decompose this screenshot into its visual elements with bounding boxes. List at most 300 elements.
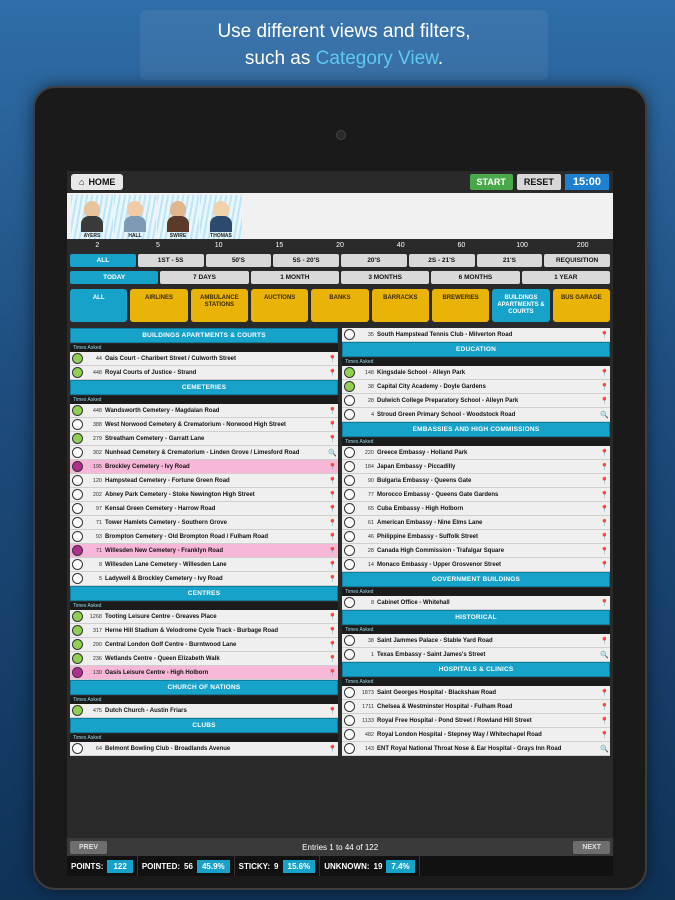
list-item[interactable] bbox=[342, 634, 610, 648]
number-scale-row bbox=[67, 239, 613, 252]
list-item[interactable] bbox=[342, 686, 610, 700]
pin-icon[interactable]: 📍 bbox=[328, 477, 337, 485]
list-item[interactable] bbox=[70, 460, 338, 474]
item-name: American Embassy - Nine Elms Lane bbox=[377, 519, 483, 526]
status-dot-icon bbox=[72, 611, 83, 622]
list-item[interactable] bbox=[70, 666, 338, 680]
item-name: Oasis Leisure Centre - High Holborn bbox=[105, 669, 209, 676]
item-name: West Norwood Cemetery & Crematorium - Norwood High Street bbox=[105, 421, 286, 428]
pin-icon[interactable]: 📍 bbox=[600, 547, 609, 555]
time-filter-7days[interactable]: 7 DAYS bbox=[160, 271, 248, 284]
promo-line-2-suffix: . bbox=[437, 48, 444, 69]
pin-icon[interactable]: 📍 bbox=[328, 547, 337, 555]
pin-icon[interactable]: 📍 bbox=[600, 477, 609, 485]
avatar-name: AYERS bbox=[83, 233, 101, 239]
list-item[interactable] bbox=[70, 432, 338, 446]
item-name: Oais Court - Charibert Street / Culworth Street bbox=[105, 355, 237, 362]
promo-line-2 bbox=[144, 45, 544, 72]
count-value: 184 bbox=[364, 463, 374, 470]
next-button[interactable]: NEXT bbox=[573, 841, 610, 854]
times-asked-label: Times Asked bbox=[70, 602, 338, 610]
pin-icon[interactable]: 📍 bbox=[600, 731, 609, 739]
list-item[interactable] bbox=[70, 704, 338, 718]
stat-percent: 45.9% bbox=[197, 860, 230, 873]
count-value: 5 bbox=[98, 575, 102, 582]
avatar-body bbox=[81, 216, 103, 232]
list-item[interactable] bbox=[342, 596, 610, 610]
list-item[interactable] bbox=[342, 366, 610, 380]
list-item[interactable] bbox=[70, 352, 338, 366]
status-dot-icon bbox=[344, 687, 355, 698]
list-item[interactable] bbox=[70, 572, 338, 586]
list-item[interactable] bbox=[342, 380, 610, 394]
item-name: Philippine Embassy - Suffolk Street bbox=[377, 533, 479, 540]
status-dot-icon bbox=[72, 705, 83, 716]
item-name: Kensal Green Cemetery - Harrow Road bbox=[105, 505, 216, 512]
list-item[interactable] bbox=[342, 516, 610, 530]
pin-icon[interactable]: 📍 bbox=[328, 669, 337, 677]
item-name: Capital City Academy - Doyle Gardens bbox=[377, 383, 486, 390]
item-name: Cuba Embassy - High Holborn bbox=[377, 505, 464, 512]
count-value: 202 bbox=[92, 491, 102, 498]
pin-icon[interactable]: 📍 bbox=[328, 491, 337, 499]
stat-points bbox=[67, 856, 138, 876]
range-filter-requisition[interactable]: REQUISITION bbox=[544, 254, 610, 267]
status-dot-icon bbox=[72, 461, 83, 472]
item-name: Willesden New Cemetery - Franklyn Road bbox=[105, 547, 223, 554]
results-column-left bbox=[70, 328, 338, 835]
status-dot-icon bbox=[72, 419, 83, 430]
list-item[interactable] bbox=[70, 488, 338, 502]
scale-value: 5 bbox=[156, 242, 160, 249]
range-filter[interactable]: 21'S bbox=[477, 254, 543, 267]
item-name: Dulwich College Preparatory School - Alleyn Park bbox=[377, 397, 519, 404]
time-filter-today[interactable]: TODAY bbox=[70, 271, 158, 284]
list-item[interactable] bbox=[342, 328, 610, 342]
group-header: BUILDINGS APARTMENTS & COURTS bbox=[70, 328, 338, 343]
promo-line-1: Use different views and filters, bbox=[217, 21, 471, 42]
pin-icon[interactable]: 📍 bbox=[600, 505, 609, 513]
list-item[interactable] bbox=[342, 728, 610, 742]
avatar[interactable] bbox=[157, 195, 199, 239]
list-item[interactable] bbox=[70, 652, 338, 666]
list-item[interactable] bbox=[70, 544, 338, 558]
list-item[interactable] bbox=[342, 544, 610, 558]
times-asked-label: Times Asked bbox=[70, 696, 338, 704]
pin-icon[interactable]: 📍 bbox=[600, 533, 609, 541]
list-item[interactable] bbox=[342, 530, 610, 544]
item-name: Brompton Cemetery - Old Brompton Road / Fulham Road bbox=[105, 533, 269, 540]
count-value: 4 bbox=[370, 411, 374, 418]
status-dot-icon bbox=[344, 729, 355, 740]
scale-value: 200 bbox=[576, 242, 589, 249]
reset-button[interactable]: RESET bbox=[517, 174, 561, 190]
status-dot-icon bbox=[72, 489, 83, 500]
home-button[interactable] bbox=[71, 174, 123, 190]
avatar[interactable] bbox=[200, 195, 242, 239]
pin-icon[interactable]: 📍 bbox=[328, 641, 337, 649]
range-filter[interactable]: 1ST - 5S bbox=[138, 254, 204, 267]
count-value: 1873 bbox=[361, 689, 374, 696]
count-value: 61 bbox=[367, 519, 374, 526]
list-item[interactable] bbox=[70, 610, 338, 624]
group-header: GOVERNMENT BUILDINGS bbox=[342, 572, 610, 587]
item-name: Wandsworth Cemetery - Magdalan Road bbox=[105, 407, 220, 414]
status-dot-icon bbox=[344, 395, 355, 406]
times-asked-label: Times Asked bbox=[70, 396, 338, 404]
category-all[interactable]: ALL bbox=[70, 289, 127, 322]
category-barracks[interactable]: BARRACKS bbox=[372, 289, 429, 322]
pin-icon[interactable]: 📍 bbox=[600, 397, 609, 405]
scale-value: 10 bbox=[214, 242, 223, 249]
range-filter-all[interactable]: ALL bbox=[70, 254, 136, 267]
times-asked-label: Times Asked bbox=[342, 358, 610, 366]
count-value: 482 bbox=[364, 731, 374, 738]
status-dot-icon bbox=[72, 531, 83, 542]
pin-icon[interactable]: 📍 bbox=[328, 435, 337, 443]
count-value: 1133 bbox=[362, 717, 374, 724]
count-value: 130 bbox=[92, 669, 102, 676]
count-value: 1711 bbox=[362, 703, 374, 710]
pagination-bar bbox=[67, 838, 613, 856]
category-breweries[interactable]: BREWERIES bbox=[432, 289, 489, 322]
stat-percent: 15.6% bbox=[283, 860, 316, 873]
pin-icon[interactable]: 📍 bbox=[328, 519, 337, 527]
item-name: Tooting Leisure Centre - Greaves Place bbox=[105, 613, 217, 620]
status-dot-icon bbox=[344, 597, 355, 608]
item-name: Stroud Green Primary School - Woodstock Road bbox=[377, 411, 516, 418]
search-icon[interactable]: 🔍 bbox=[328, 449, 337, 457]
item-name: Japan Embassy - Piccadilly bbox=[377, 463, 456, 470]
item-name: Saint Jammes Palace - Stable Yard Road bbox=[377, 637, 493, 644]
app-screen bbox=[67, 171, 613, 871]
pin-icon[interactable]: 📍 bbox=[328, 655, 337, 663]
count-value: 475 bbox=[92, 707, 102, 714]
pin-icon[interactable]: 📍 bbox=[328, 369, 337, 377]
stat-value: 19 bbox=[373, 861, 383, 871]
item-name: Greece Embassy - Holland Park bbox=[377, 449, 468, 456]
clock-display: 15:00 bbox=[565, 174, 609, 190]
list-item[interactable] bbox=[70, 638, 338, 652]
list-item[interactable] bbox=[342, 700, 610, 714]
list-item[interactable] bbox=[342, 488, 610, 502]
pin-icon[interactable]: 📍 bbox=[328, 407, 337, 415]
pin-icon[interactable]: 📍 bbox=[600, 369, 609, 377]
list-item[interactable] bbox=[70, 446, 338, 460]
range-filter-row bbox=[67, 252, 613, 269]
count-value: 90 bbox=[367, 477, 374, 484]
item-name: Royal Free Hospital - Pond Street / Rowland Hill Street bbox=[377, 717, 532, 724]
pin-icon[interactable]: 📍 bbox=[600, 637, 609, 645]
list-item[interactable] bbox=[342, 408, 610, 422]
times-asked-label: Times Asked bbox=[342, 626, 610, 634]
times-asked-label: Times Asked bbox=[342, 678, 610, 686]
promo-accent-text: Category View bbox=[315, 48, 438, 69]
count-value: 448 bbox=[92, 407, 102, 414]
pin-icon[interactable]: 📍 bbox=[328, 533, 337, 541]
category-bus-garage[interactable]: BUS GARAGE bbox=[553, 289, 610, 322]
stats-bar bbox=[67, 856, 613, 876]
count-value: 290 bbox=[92, 641, 102, 648]
item-name: Tower Hamlets Cemetery - Southern Grove bbox=[105, 519, 227, 526]
pin-icon[interactable]: 📍 bbox=[600, 331, 609, 339]
list-item[interactable] bbox=[342, 394, 610, 408]
status-dot-icon bbox=[344, 517, 355, 528]
scale-value: 2 bbox=[95, 242, 100, 249]
status-dot-icon bbox=[72, 475, 83, 486]
count-value: 28 bbox=[367, 547, 374, 554]
pin-icon[interactable]: 📍 bbox=[600, 463, 609, 471]
list-item[interactable] bbox=[70, 418, 338, 432]
status-dot-icon bbox=[344, 367, 355, 378]
stat-value: 56 bbox=[184, 861, 193, 871]
pin-icon[interactable]: 📍 bbox=[328, 463, 337, 471]
list-item[interactable] bbox=[342, 502, 610, 516]
start-button[interactable]: START bbox=[470, 174, 513, 190]
stat-label: POINTS: bbox=[71, 861, 104, 871]
stat-sticky bbox=[235, 856, 321, 876]
item-name: Texas Embassy - Saint James's Street bbox=[377, 651, 486, 658]
pin-icon[interactable]: 📍 bbox=[328, 613, 337, 621]
count-value: 71 bbox=[95, 519, 102, 526]
list-item[interactable] bbox=[342, 474, 610, 488]
entries-label: Entries 1 to 44 of 122 bbox=[302, 842, 379, 852]
list-item[interactable] bbox=[342, 460, 610, 474]
time-filter-6months[interactable]: 6 MONTHS bbox=[431, 271, 519, 284]
pin-icon[interactable]: 📍 bbox=[600, 383, 609, 391]
list-item[interactable] bbox=[70, 624, 338, 638]
category-filter-row bbox=[67, 286, 613, 325]
count-value: 302 bbox=[92, 449, 102, 456]
count-value: 1268 bbox=[89, 613, 102, 620]
count-value: 143 bbox=[364, 745, 374, 752]
avatar-name: THOMAS bbox=[210, 233, 232, 239]
range-filter[interactable]: 2S - 21'S bbox=[409, 254, 475, 267]
status-dot-icon bbox=[344, 531, 355, 542]
category-airlines[interactable]: AIRLINES bbox=[130, 289, 187, 322]
list-item[interactable] bbox=[70, 516, 338, 530]
item-name: Bulgaria Embassy - Queens Gate bbox=[377, 477, 472, 484]
stat-pointed bbox=[138, 856, 235, 876]
results-column-right bbox=[342, 328, 610, 835]
category-buildings-apartments-courts[interactable]: BUILDINGS APARTMENTS & COURTS bbox=[492, 289, 549, 322]
count-value: 71 bbox=[95, 547, 102, 554]
promo-banner bbox=[140, 10, 548, 80]
group-header: CENTRES bbox=[70, 586, 338, 601]
count-value: 388 bbox=[92, 421, 102, 428]
status-dot-icon bbox=[344, 743, 355, 754]
item-name: Chelsea & Westminster Hospital - Fulham Road bbox=[377, 703, 513, 710]
status-dot-icon bbox=[72, 447, 83, 458]
stat-label: POINTED: bbox=[141, 861, 181, 871]
pin-icon[interactable]: 📍 bbox=[600, 449, 609, 457]
status-dot-icon bbox=[344, 559, 355, 570]
pin-icon[interactable]: 📍 bbox=[600, 717, 609, 725]
search-icon[interactable]: 🔍 bbox=[600, 745, 609, 753]
stat-label: UNKNOWN: bbox=[324, 861, 370, 871]
count-value: 120 bbox=[92, 477, 102, 484]
list-item[interactable] bbox=[342, 558, 610, 572]
stat-percent: 7.4% bbox=[386, 860, 414, 873]
avatar[interactable] bbox=[71, 195, 113, 239]
status-dot-icon bbox=[344, 409, 355, 420]
group-header: EMBASSIES AND HIGH COMMISSIONS bbox=[342, 422, 610, 437]
item-name: Royal London Hospital - Stepney Way / Whitechapel Road bbox=[377, 731, 542, 738]
count-value: 35 bbox=[367, 331, 374, 338]
item-name: Herne Hill Stadium & Velodrome Cycle Track - Burbage Road bbox=[105, 627, 279, 634]
range-filter[interactable]: 20'S bbox=[341, 254, 407, 267]
count-value: 317 bbox=[92, 627, 102, 634]
status-dot-icon bbox=[72, 639, 83, 650]
status-dot-icon bbox=[72, 353, 83, 364]
pin-icon[interactable]: 📍 bbox=[600, 491, 609, 499]
status-dot-icon bbox=[72, 517, 83, 528]
status-dot-icon bbox=[344, 489, 355, 500]
pin-icon[interactable]: 📍 bbox=[328, 355, 337, 363]
group-header: CEMETERIES bbox=[70, 380, 338, 395]
list-item[interactable] bbox=[70, 502, 338, 516]
list-item[interactable] bbox=[70, 366, 338, 380]
stat-label: STICKY: bbox=[238, 861, 271, 871]
scale-value: 60 bbox=[457, 242, 466, 249]
stat-unknown bbox=[320, 856, 419, 876]
range-filter[interactable]: 50'S bbox=[206, 254, 272, 267]
category-auctions[interactable]: AUCTIONS bbox=[251, 289, 308, 322]
avatar-name: HALL bbox=[128, 233, 142, 239]
times-asked-label: Times Asked bbox=[70, 734, 338, 742]
time-filter-1month[interactable]: 1 MONTH bbox=[251, 271, 339, 284]
stat-value: 122 bbox=[107, 860, 132, 873]
results-columns bbox=[67, 325, 613, 838]
status-dot-icon bbox=[344, 545, 355, 556]
list-item[interactable] bbox=[342, 742, 610, 756]
status-dot-icon bbox=[344, 715, 355, 726]
item-name: ENT Royal National Throat Nose & Ear Hospital - Grays Inn Road bbox=[377, 745, 562, 752]
item-name: Cabinet Office - Whitehall bbox=[377, 599, 450, 606]
avatar[interactable] bbox=[114, 195, 156, 239]
pin-icon[interactable]: 📍 bbox=[600, 689, 609, 697]
item-name: Nunhead Cemetery & Crematorium - Linden Grove / Limesford Road bbox=[105, 449, 300, 456]
status-dot-icon bbox=[344, 635, 355, 646]
status-dot-icon bbox=[344, 447, 355, 458]
list-item[interactable] bbox=[342, 446, 610, 460]
pin-icon[interactable]: 📍 bbox=[600, 561, 609, 569]
item-name: South Hampstead Tennis Club - Milverton Road bbox=[377, 331, 513, 338]
status-dot-icon bbox=[344, 461, 355, 472]
count-value: 279 bbox=[92, 435, 102, 442]
scale-value: 20 bbox=[336, 242, 344, 249]
search-icon[interactable]: 🔍 bbox=[600, 651, 609, 659]
time-filter-3months[interactable]: 3 MONTHS bbox=[341, 271, 429, 284]
home-icon: ⌂ bbox=[79, 177, 85, 187]
count-value: 448 bbox=[92, 369, 102, 376]
pin-icon[interactable]: 📍 bbox=[600, 519, 609, 527]
home-button-label: HOME bbox=[88, 177, 116, 187]
item-name: Saint Georges Hospital - Blackshaw Road bbox=[377, 689, 497, 696]
group-header: EDUCATION bbox=[342, 342, 610, 357]
count-value: 195 bbox=[92, 463, 102, 470]
count-value: 44 bbox=[95, 355, 102, 362]
count-value: 8 bbox=[370, 599, 374, 606]
stat-value: 9 bbox=[274, 861, 279, 871]
list-item[interactable] bbox=[70, 404, 338, 418]
range-filter[interactable]: 5S - 20'S bbox=[273, 254, 339, 267]
item-name: Canada High Commission - Trafalgar Square bbox=[377, 547, 505, 554]
list-item[interactable] bbox=[70, 530, 338, 544]
status-dot-icon bbox=[72, 433, 83, 444]
prev-button[interactable]: PREV bbox=[70, 841, 107, 854]
category-banks[interactable]: BANKS bbox=[311, 289, 368, 322]
status-dot-icon bbox=[72, 743, 83, 754]
count-value: 46 bbox=[367, 533, 374, 540]
item-name: Dutch Church - Austin Friars bbox=[105, 707, 187, 714]
item-name: Central London Golf Centre - Burntwood Lane bbox=[105, 641, 237, 648]
status-dot-icon bbox=[72, 653, 83, 664]
list-item[interactable] bbox=[342, 714, 610, 728]
list-item[interactable] bbox=[70, 558, 338, 572]
count-value: 236 bbox=[92, 655, 102, 662]
search-icon[interactable]: 🔍 bbox=[600, 411, 609, 419]
status-dot-icon bbox=[72, 405, 83, 416]
item-name: Streatham Cemetery - Garratt Lane bbox=[105, 435, 205, 442]
group-header: CLUBS bbox=[70, 718, 338, 733]
pin-icon[interactable]: 📍 bbox=[328, 745, 337, 753]
count-value: 1 bbox=[370, 651, 374, 658]
group-header: HOSPITALS & CLINICS bbox=[342, 662, 610, 677]
time-filter-row bbox=[67, 269, 613, 286]
scale-value: 15 bbox=[275, 242, 284, 249]
pin-icon[interactable]: 📍 bbox=[328, 627, 337, 635]
status-dot-icon bbox=[344, 381, 355, 392]
category-ambulance-stations[interactable]: AMBULANCE STATIONS bbox=[191, 289, 248, 322]
item-name: Abney Park Cemetery - Stoke Newington High Street bbox=[105, 491, 255, 498]
item-name: Ladywell & Brockley Cemetery - Ivy Road bbox=[105, 575, 223, 582]
status-dot-icon bbox=[72, 573, 83, 584]
count-value: 28 bbox=[367, 397, 374, 404]
times-asked-label: Times Asked bbox=[342, 438, 610, 446]
status-dot-icon bbox=[72, 625, 83, 636]
status-dot-icon bbox=[72, 667, 83, 678]
list-item[interactable] bbox=[342, 648, 610, 662]
count-value: 77 bbox=[367, 491, 374, 498]
pin-icon[interactable]: 📍 bbox=[328, 707, 337, 715]
count-value: 64 bbox=[95, 745, 102, 752]
scale-value: 100 bbox=[516, 242, 528, 249]
count-value: 38 bbox=[367, 383, 374, 390]
count-value: 38 bbox=[367, 637, 374, 644]
status-dot-icon bbox=[72, 503, 83, 514]
pin-icon[interactable]: 📍 bbox=[328, 561, 337, 569]
group-header: HISTORICAL bbox=[342, 610, 610, 625]
pin-icon[interactable]: 📍 bbox=[328, 575, 337, 583]
pin-icon[interactable]: 📍 bbox=[600, 599, 609, 607]
status-dot-icon bbox=[344, 701, 355, 712]
pin-icon[interactable]: 📍 bbox=[328, 505, 337, 513]
list-item[interactable] bbox=[70, 742, 338, 756]
pin-icon[interactable]: 📍 bbox=[328, 421, 337, 429]
pin-icon[interactable]: 📍 bbox=[600, 703, 609, 711]
status-dot-icon bbox=[344, 329, 355, 340]
promo-line-2-prefix: such as bbox=[244, 48, 316, 69]
list-item[interactable] bbox=[70, 474, 338, 488]
count-value: 93 bbox=[95, 533, 102, 540]
time-filter-1year[interactable]: 1 YEAR bbox=[522, 271, 610, 284]
item-name: Wetlands Centre - Queen Elizabeth Walk bbox=[105, 655, 220, 662]
count-value: 8 bbox=[98, 561, 102, 568]
item-name: Morocco Embassy - Queens Gate Gardens bbox=[377, 491, 499, 498]
count-value: 14 bbox=[367, 561, 374, 568]
status-dot-icon bbox=[344, 503, 355, 514]
